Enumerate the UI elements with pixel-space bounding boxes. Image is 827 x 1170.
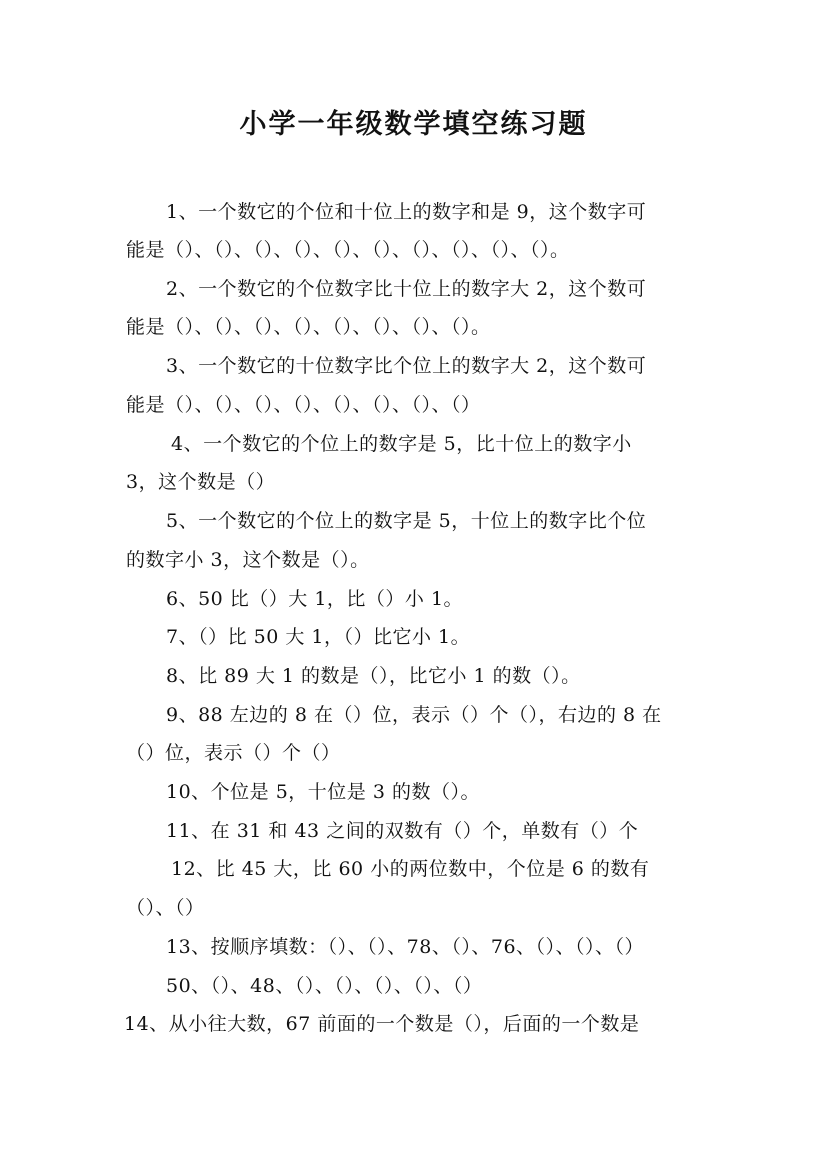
- page-title: 小学一年级数学填空练习题: [239, 109, 588, 140]
- question-9-line-2: （）位，表示（）个（）: [126, 742, 341, 764]
- question-9-line-1: 9、88 左边的 8 在（）位，表示（）个（），右边的 8 在: [166, 704, 662, 726]
- question-4-line-2: 3，这个数是（）: [126, 471, 276, 493]
- question-14-line-1: 14、从小往大数，67 前面的一个数是（），后面的一个数是: [124, 1013, 640, 1035]
- question-1-line-1: 1、一个数它的个位和十位上的数字和是 9，这个数字可: [166, 201, 647, 223]
- question-2-line-1: 2、一个数它的个位数字比十位上的数字大 2，这个数可: [166, 278, 647, 300]
- question-8: 8、比 89 大 1 的数是（），比它小 1 的数（）。: [166, 665, 581, 687]
- question-12-line-2: （）、（）: [126, 897, 205, 919]
- question-7: 7、（）比 50 大 1，（）比它小 1。: [166, 626, 471, 648]
- question-5-line-2: 的数字小 3，这个数是（）。: [126, 549, 370, 571]
- question-4-line-1: 4、一个数它的个位上的数字是 5，比十位上的数字小: [171, 433, 632, 455]
- question-2-line-2: 能是（）、（）、（）、（）、（）、（）、（）、（）。: [126, 316, 491, 338]
- question-10: 10、个位是 5，十位是 3 的数（）。: [166, 781, 480, 803]
- question-13-line-1: 13、按顺序填数：（）、（）、78、（）、76、（）、（）、（）: [166, 936, 645, 958]
- question-11: 11、在 31 和 43 之间的双数有（）个，单数有（）个: [166, 820, 639, 842]
- question-5-line-1: 5、一个数它的个位上的数字是 5，十位上的数字比个位: [166, 510, 647, 532]
- question-13-line-2: 50、（）、48、（）、（）、（）、（）、（）: [166, 975, 483, 997]
- question-3-line-1: 3、一个数它的十位数字比个位上的数字大 2，这个数可: [166, 355, 647, 377]
- question-12-line-1: 12、比 45 大，比 60 小的两位数中，个位是 6 的数有: [171, 858, 650, 880]
- question-1-line-2: 能是（）、（）、（）、（）、（）、（）、（）、（）、（）、（）。: [126, 239, 570, 261]
- question-3-line-2: 能是（）、（）、（）、（）、（）、（）、（）、（）: [126, 394, 481, 416]
- question-6: 6、50 比（）大 1，比（）小 1。: [166, 588, 464, 610]
